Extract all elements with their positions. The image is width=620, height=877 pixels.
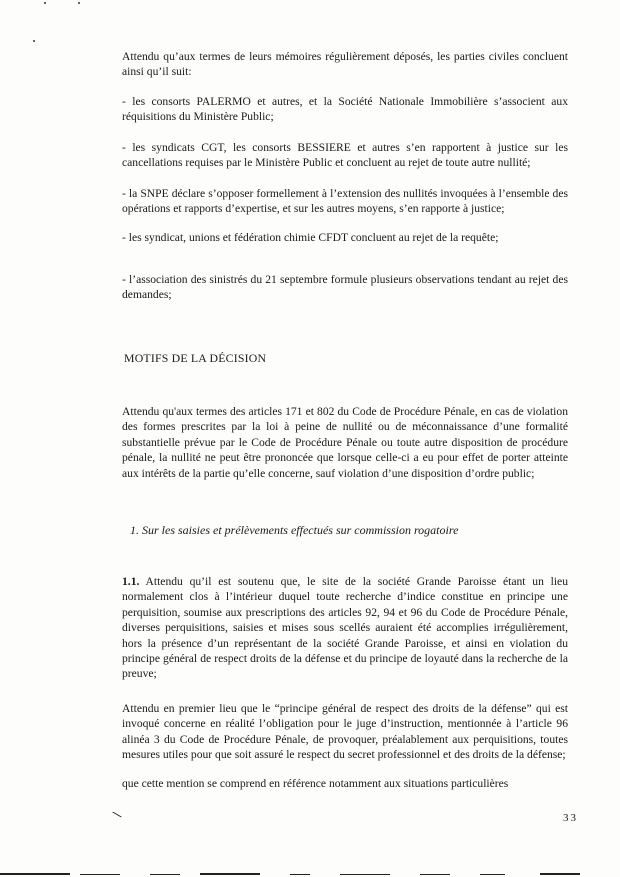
scan-artifact-line (420, 874, 450, 875)
paragraph-motifs: Attendu qu'aux termes des articles 171 et 802 du Code de Procédure Pénale, en cas de violation des formes prescrites par la loi à peine de nullité ou de méconnaissance d’une formalité substantielle prévue par le Code de Procédure Pénale ou toute autre disposition de procédure pénale, la nullité ne peut être prononcée que lorsque celle-ci a eu pour effet de porter atteinte aux intérêts de la partie qu’elle concerne, sauf violation d’une disposition d’ordre public; (122, 405, 568, 480)
section-title-saisies: 1. Sur les saisies et prélèvements effectués sur commission rogatoire (130, 523, 459, 537)
page-number: 33 (563, 812, 578, 824)
paragraph-cgt: - les syndicats CGT, les consorts BESSIERE et autres s’en rapportent à justice sur les cancellations requises par le Ministère Public et concluent au rejet de toute autre nullité; (122, 141, 568, 170)
scan-speck (33, 40, 35, 42)
margin-mark (112, 812, 121, 818)
scan-artifact-line (80, 874, 120, 875)
section-heading-motifs: MOTIFS DE LA DÉCISION (124, 351, 267, 365)
scan-speck (78, 2, 80, 4)
paragraph-sub-1-1 (122, 574, 568, 682)
scan-artifact-line (540, 873, 580, 875)
sub-number: 1.1. (122, 575, 140, 588)
sub-paragraph-text: Attendu qu’il est soutenu que, le site de la société Grande Paroisse étant un lieu normalement clos à l’intérieur duquel toute recherche d’indice constitue en principe une perquisition, soumise aux prescriptions des articles 92, 94 et 96 du Code de Procédure Pénale, diverses perquisitions, saisies et mises sous scellés auraient été accomplies irrégulièrement, hors la présence d’un représentant de la société Grande Paroisse, et ainsi en violation du principe général de respect droits de la défense et du principe de loyauté dans la recherche de la preuve; (122, 575, 568, 681)
scan-artifact-line (0, 873, 70, 875)
paragraph-cfdt: - les syndicat, unions et fédération chimie CFDT concluent au rejet de la requête; (122, 231, 499, 244)
scan-artifact-line (290, 874, 310, 875)
scan-artifact-line (200, 873, 260, 875)
scan-artifact-line (480, 874, 505, 875)
scan-artifact-line (340, 874, 390, 875)
paragraph-palermo: - les consorts PALERMO et autres, et la Société Nationale Immobilière s’associent aux réquisitions du Ministère Public; (122, 95, 568, 124)
paragraph-mention: que cette mention se comprend en référence notamment aux situations particulières (122, 777, 509, 790)
scan-speck (44, 2, 46, 4)
paragraph-droits-defense: Attendu en premier lieu que le “principe général de respect des droits de la défense” qui est invoqué concerne en réalité l’obligation pour le juge d’instruction, mentionnée à l’article 96 alinéa 3 du Code de Procédure Pénale, de provoquer, préalablement aux perquisitions, toutes mesures utiles pour que soit assuré le respect du secret professionnel et des droits de la défense; (122, 702, 568, 762)
paragraph-intro: Attendu qu’aux termes de leurs mémoires régulièrement déposés, les parties civiles concluent ainsi qu’il suit: (122, 50, 568, 79)
paragraph-snpe: - la SNPE déclare s’opposer formellement à l’extension des nullités invoquées à l’ensemble des opérations et rapports d’expertise, et sur les autres moyens, s’en rapporte à justice; (122, 187, 568, 216)
paragraph-association: - l’association des sinistrés du 21 septembre formule plusieurs observations tendant au rejet des demandes; (122, 273, 568, 302)
scan-artifact-line (150, 874, 180, 875)
